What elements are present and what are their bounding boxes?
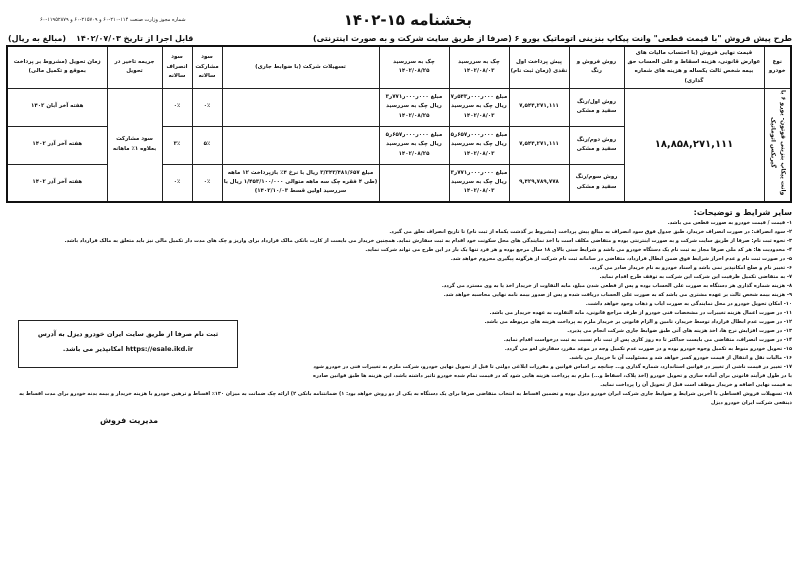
terms-heading: سایر شرایط و توضیحات:: [693, 208, 792, 217]
term-item: ۱۴- در صورت انصراف، متقاضی می بایست حداکثر تا ده روز کاری پس از ثبت نام نسبت به ثبت درخواست اقدام نماید.: [503, 337, 792, 343]
col-header: قیمت نهایی فروش (با احتساب مالیات های عوارض قانونی، هزینه اسقاط و علی الحساب حق بیمه شخص ثالث یکساله و هزینه های شماره گذاری): [624, 46, 764, 88]
plan-subtitle: طرح پیش فروش "با قیمت قطعی" وانت پیکاپ بنزینی اتوماتیک یورو ۶ (صرفا از طریق سایت شرکت و به صورت اینترنتی): [312, 34, 792, 43]
registration-notice: ثبت نام صرفا از طریق سایت ایران خودرو دیزل به آدرس https://esale.ikd.ir امکانپذیر می باشد.: [18, 320, 238, 368]
terms-section: [8, 207, 792, 408]
col-header: تسهیلات شرکت (با ضوابط جاری): [222, 46, 379, 88]
signature: مدیریت فروش: [100, 416, 159, 425]
term-item: ۱- قیمت / قیمت خودرو به صورت قطعی می باشد.: [667, 220, 792, 226]
term-item: ۱۶- مالیات نقل و انتقال از قیمت خودرو کسر خواهد شد و مسئولیت آن با خریدار می باشد.: [569, 355, 792, 361]
col-header: چک به سررسید ۱۴۰۲/۰۸/۰۳: [449, 46, 509, 88]
vehicle-type: وانت پیکاپ بنزینی فوتون- یورو ۶ با گیربکس اتوماتیک: [764, 88, 791, 202]
subtitle-row: [8, 34, 792, 43]
term-item: ۷- به متقاضی تکمیل ظرفیت این شرکت این شرکت به توقف طرح اقدام نماید.: [599, 274, 792, 280]
effective-date: قابل اجرا از تاریخ ۱۴۰۲/۰۷/۰۳: [75, 34, 194, 43]
partnership-profit: ۰٪: [192, 164, 222, 202]
term-item: ۵- در صورت ثبت نام و عدم احراز شرایط فوق ضمن ابطال قرارداد، متقاضی در سامانه ثبت نام شرکت از هرگونه پیگیری محروم خواهد شد.: [450, 256, 792, 262]
loan: [222, 88, 379, 126]
partnership-profit: ۵٪: [192, 126, 222, 164]
term-item: ۹- هزینه بیمه شخص ثالث بر عهده مشتری می باشد که به صورت علی الحساب دریافت شده و پس از صدور بیمه نامه نهایی محاسبه خواهد شد.: [443, 292, 792, 298]
permit-number: شماره مجوز وزارت صنعت ۱۱۴-۲۱۰-۶۰ و ۲۱۵۷۰۹-۶۰ و ۱۱۹۵۲۸۷۹-۶۰: [40, 17, 186, 23]
term-item: ۱۵- تحویل خودرو منوط به تکمیل وجوه خودرو بوده و در صورت عدم تکمیل وجه در موعد مقرر، سفارش لغو می گردد.: [504, 346, 792, 352]
col-header: سود انصراف سالانه: [162, 46, 192, 88]
term-item: ۸- هزینه شماره گذاری هر دستگاه به صورت علی الحساب بوده و پس از قطعی شدن مبلغ، مابه التفاوت از خریدار اخذ یا به وی مسترد می گردد.: [441, 283, 792, 289]
term-item: ۶- تغییر نام و صلح امکانپذیر نمی باشد و اسناد خودرو به نام خریدار صادر می گردد.: [589, 265, 792, 271]
cancel-profit: ۳٪: [162, 126, 192, 164]
term-item: ۳- نحوه ثبت نام: صرفا از طریق سایت شرکت و به صورت اینترنتی بوده و متقاضی مکلف است با اخذ نمایندگی های محل سکونت خود اقدام به ثبت سفارش نماید. همچنین خریدار می بایست از کارت بانکی مالک قرارداد برای واریز و چک های مدت دار تکمیل مالی نیز باید متعلق به مالک قرارداد باشد.: [64, 238, 792, 244]
term-item: ۱۳- در صورت افزایش نرخ ها، اخذ هزینه های آتی طبق ضوابط جاری شرکت انجام می پذیرد.: [567, 328, 792, 334]
prepayment: ۷,۵۴۴,۲۷۱,۱۱۱: [509, 88, 569, 126]
loan: [222, 126, 379, 164]
partnership-profit: ۰٪: [192, 88, 222, 126]
delivery-time: هفته آخر آذر ۱۴۰۲: [7, 126, 107, 164]
col-header: جریمه تاخیر در تحویل: [107, 46, 162, 88]
loan: مبلغ ۳/۳۴۳/۴۸۱/۶۵۷ ریال با نرخ ۴٪ بازپرداخت ۱۲ ماهه (طی ۴ فقره چک سه ماهه متوالی ۱/۴۵۳/۱۰۰/۰۰۰ ریال با سررسید اولین قسط ۱۴۰۲/۱۰/۰۳): [222, 164, 379, 202]
cancel-profit: ۰٪: [162, 88, 192, 126]
table-row: [7, 88, 791, 126]
sale-method: روش دوم/رنگ سفید و مشکی: [569, 126, 624, 164]
col-header: سود مشارکت سالانه: [192, 46, 222, 88]
table-header-row: [7, 46, 791, 88]
check-1: مبلغ ۰۰۰ر۰۰۰ر۷۷۱ر۳ ریال چک به سررسید ۱۴۰۲/۰۸/۰۳: [449, 164, 509, 202]
term-item: ۴- محدودیت ها: هر کد ملی صرفا مجاز به ثبت نام یک دستگاه خودرو می باشد و شرایط سنی بالای ۱۸ سال مرجع بوده و هر فرد تنها یک بار در این طرح می تواند شرکت نماید.: [365, 247, 792, 253]
check-2: [379, 164, 449, 202]
check-2: مبلغ ۰۰۰ر۰۰۰ر۷۷۱ر۳ ریال چک به سررسید ۱۴۰۲/۰۸/۲۵: [379, 88, 449, 126]
delivery-time: هفته آخر آذر ۱۴۰۲: [7, 164, 107, 202]
term-item: ۱۷- تغییر در قیمت ناشی از تغییر در قوانین استاندارد، شماره گذاری و... چنانچه بر اساس قوانین و مقررات ابلاغی دولتی تا قبل از تحویل نهایی خودرو، شرکت ملزم به تغییرات فنی در خودرو شود یا در طول فرآیند قانونی برای آماده سازی و تحویل خودرو (اخذ پلاک، اسقاط و...) ملزم به پرداخت هزینه هایی شود که در قیمت تمام شده خودرو تاثیر داشته باشد، این هزینه ها طبق قوانین صادره به قیمت نهایی اضافه و خریدار موظف است قبل از تحویل آن را پرداخت نماید.: [313, 364, 792, 388]
col-header: نوع خودرو: [764, 46, 791, 88]
title-row: [8, 8, 792, 32]
terms-list: [8, 219, 792, 408]
prepayment: ۷,۵۴۴,۲۷۱,۱۱۱: [509, 126, 569, 164]
delivery-time: هفته آخر آبان ۱۴۰۲: [7, 88, 107, 126]
check-1: مبلغ ۰۰۰ر۰۰۰ر۶۵۷ر۵ ریال چک به سررسید ۱۴۰۲/۰۸/۰۳: [449, 126, 509, 164]
currency-unit: (مبالغ به ریال): [8, 34, 66, 43]
col-header: زمان تحویل (مشروط بر پرداخت بموقع و تکمیل مالی): [7, 46, 107, 88]
sale-method: روش سوم/رنگ سفید و مشکی: [569, 164, 624, 202]
delay-penalty: سود مشارکت بعلاوه ۱٪ ماهانه: [107, 88, 162, 202]
term-item: ۱۸- تسهیلات فروش اقساطی با آخرین شرایط و ضوابط جاری شرکت ایران خودرو دیزل بوده و تضمین اقساط به انتخاب متقاضی صرفا برای یک دستگاه به یکی از دو روش خواهد بود: ۱) ضمانتنامه بانکی ۲) ارائه چک ضمانت به میزان ۱۳۰٪ اقساط و ترهین خودرو با هزینه خریدار و بیمه بدنه خودرو برای مدت اقساط به ذینفعی شرکت ایران خودرو دیزل: [19, 391, 792, 406]
term-item: ۲- سود انصراف: در صورت انصراف خریدار، طبق جدول فوق سود انصراف به مبالغ پیش پرداخت (مشروط بر گذشت یکماه از ثبت نام) تا تاریخ انصراف تعلق می گیرد.: [389, 229, 792, 235]
check-2: مبلغ ۰۰۰ر۰۰۰ر۶۵۷ر۵ ریال چک به سررسید ۱۴۰۲/۰۸/۲۵: [379, 126, 449, 164]
term-item: ۱۲- در صورت عدم ابطال قرارداد توسط خریدار، تامین و الزام قانونی بر خریدار ملزم به پرداخت هزینه های مربوطه می باشد.: [484, 319, 792, 325]
sale-method: روش اول/رنگ سفید و مشکی: [569, 88, 624, 126]
price-table: [6, 45, 792, 203]
prepayment: ۹,۴۲۹,۷۸۹,۷۷۸: [509, 164, 569, 202]
final-price: ۱۸,۸۵۸,۲۷۱,۱۱۱: [624, 88, 764, 202]
term-item: ۱۱- در صورت اعمال هزینه تغییرات در مشخصات فنی خودرو از طرف مراجع قانونی، مابه التفاوت به عهده خریدار می باشد.: [489, 310, 792, 316]
col-header: چک به سررسید ۱۴۰۲/۰۸/۲۵: [379, 46, 449, 88]
col-header: پیش پرداخت اول نقدی (زمان ثبت نام): [509, 46, 569, 88]
col-header: روش فروش و رنگ: [569, 46, 624, 88]
cancel-profit: ۰٪: [162, 164, 192, 202]
term-item: ۱۰- امکان تحویل خودرو در محل نمایندگی به صورت ایاب و ذهاب وجود خواهد داشت.: [585, 301, 792, 307]
page-title: بخشنامه ۱۵-۱۴۰۲: [343, 11, 472, 29]
check-1: مبلغ ۰۰۰ر۰۰۰ر۵۴۳ر۷ ریال چک به سررسید ۱۴۰۲/۰۸/۰۳: [449, 88, 509, 126]
